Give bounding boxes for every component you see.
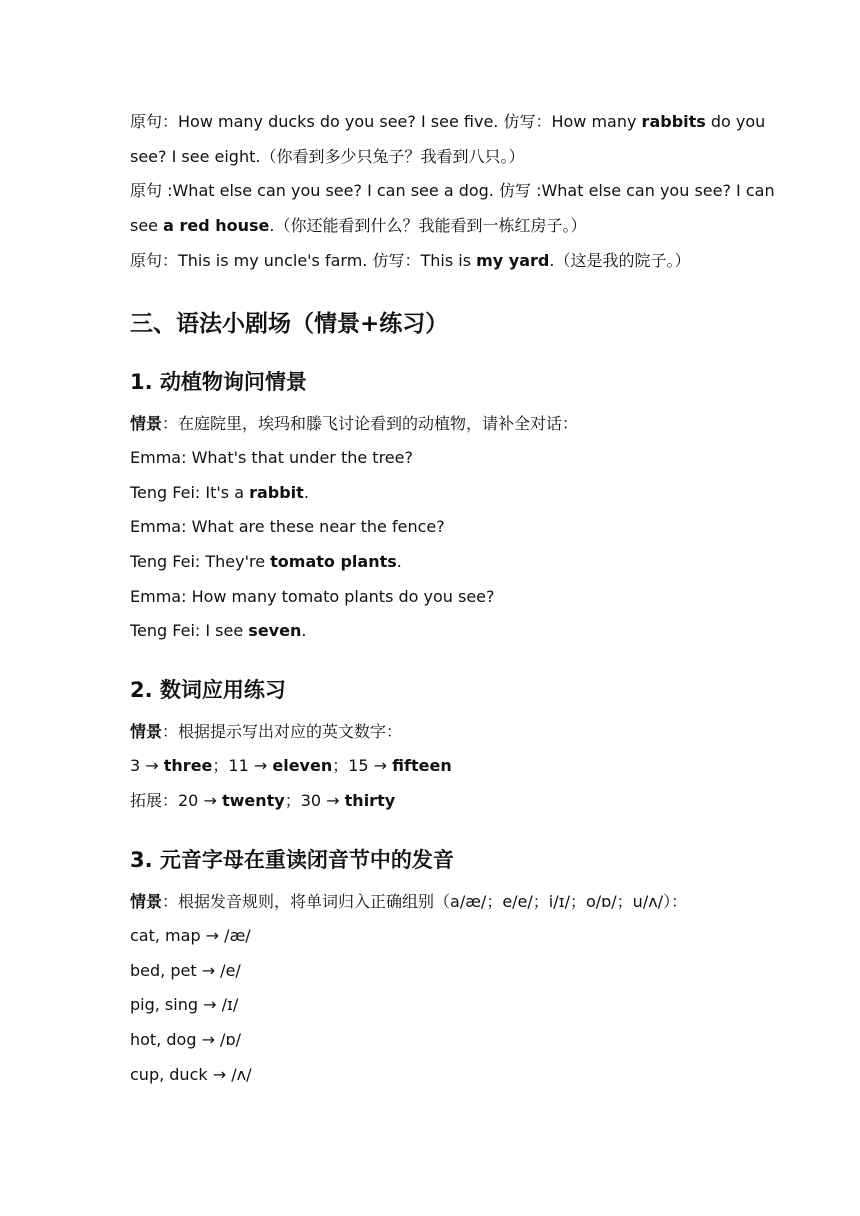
example-bold-answer: a red house xyxy=(163,216,270,235)
dialog-text: Emma: What are these near the fence? xyxy=(130,517,445,536)
dialog-text: . xyxy=(303,483,309,502)
number-extend-line xyxy=(130,790,740,812)
dialog-line xyxy=(130,516,740,538)
section-title: 三、语法小剧场（情景+练习） xyxy=(130,311,449,337)
number-answer: fifteen xyxy=(392,756,452,775)
example-text: see xyxy=(130,216,164,235)
example-2-line-1 xyxy=(130,180,775,202)
number-text: 3 → xyxy=(130,756,164,775)
example-1-line-1 xyxy=(130,111,766,133)
dialog-text: Teng Fei: They're xyxy=(130,552,271,571)
number-answer: three xyxy=(163,756,213,775)
example-1-line-2 xyxy=(130,146,740,168)
example-text: .（你还能看到什么？我能看到一栋红房子。） xyxy=(269,216,587,235)
phonics-group-line: pig, sing → /ɪ/ xyxy=(130,995,239,1014)
scene-label: 情景 xyxy=(130,892,163,911)
dialog-text: Emma: How many tomato plants do you see? xyxy=(130,587,495,606)
example-text: see? I see eight.（你看到多少只兔子？我看到八只。） xyxy=(130,147,525,166)
scene-label: 情景 xyxy=(130,722,163,741)
dialog-text: . xyxy=(396,552,402,571)
phonics-group-line: cup, duck → /ʌ/ xyxy=(130,1065,252,1084)
example-text: 原句 :What else can you see? I can see a dog. 仿写 :What else can you see? I can xyxy=(130,181,775,200)
dialog-line xyxy=(130,586,740,608)
subsection-3-scene xyxy=(130,891,740,913)
scene-text: ：根据提示写出对应的英文数字： xyxy=(162,722,403,741)
phonics-group-line: cat, map → /æ/ xyxy=(130,926,251,945)
dialog-line xyxy=(130,447,740,469)
number-practice-line xyxy=(130,755,740,777)
dialog-bold-answer: seven xyxy=(248,621,302,640)
example-text: .（这是我的院子。） xyxy=(549,251,691,270)
dialog-text: Teng Fei: It's a xyxy=(130,483,250,502)
number-answer: thirty xyxy=(344,791,396,810)
example-text: 原句：How many ducks do you see? I see five. 仿写：How many xyxy=(130,112,642,131)
number-text: ；15 → xyxy=(332,756,393,775)
subsection-1-scene xyxy=(130,413,740,435)
subsection-2-scene xyxy=(130,721,740,743)
dialog-line xyxy=(130,482,740,504)
number-answer: twenty xyxy=(221,791,285,810)
example-2-line-2 xyxy=(130,215,740,237)
phonics-group-line: bed, pet → /e/ xyxy=(130,961,241,980)
number-answer: eleven xyxy=(272,756,333,775)
example-bold-answer: my yard xyxy=(476,251,550,270)
subsection-1-title: 1. 动植物询问情景 xyxy=(130,370,307,394)
example-text: do you xyxy=(705,112,766,131)
example-text: 原句：This is my uncle's farm. 仿写：This is xyxy=(130,251,477,270)
subsection-3-title: 3. 元音字母在重读闭音节中的发音 xyxy=(130,848,454,872)
dialog-bold-answer: rabbit xyxy=(249,483,304,502)
example-3-line-1 xyxy=(130,250,740,272)
number-text: ；30 → xyxy=(284,791,345,810)
scene-label: 情景 xyxy=(130,414,163,433)
dialog-text: Teng Fei: I see xyxy=(130,621,249,640)
scene-text: ：根据发音规则，将单词归入正确组别（a/æ/；e/e/；i/ɪ/；o/ɒ/；u/ʌ/）： xyxy=(162,892,688,911)
phonics-group-line: hot, dog → /ɒ/ xyxy=(130,1030,241,1049)
dialog-text: Emma: What's that under the tree? xyxy=(130,448,413,467)
number-text: ；11 → xyxy=(212,756,273,775)
dialog-line xyxy=(130,551,740,573)
example-bold-answer: rabbits xyxy=(641,112,706,131)
dialog-text: . xyxy=(301,621,307,640)
subsection-2-title: 2. 数词应用练习 xyxy=(130,678,286,702)
number-text: 拓展：20 → xyxy=(130,791,222,810)
dialog-line xyxy=(130,620,740,642)
scene-text: ：在庭院里，埃玛和滕飞讨论看到的动植物，请补全对话： xyxy=(162,414,579,433)
dialog-bold-answer: tomato plants xyxy=(270,552,397,571)
